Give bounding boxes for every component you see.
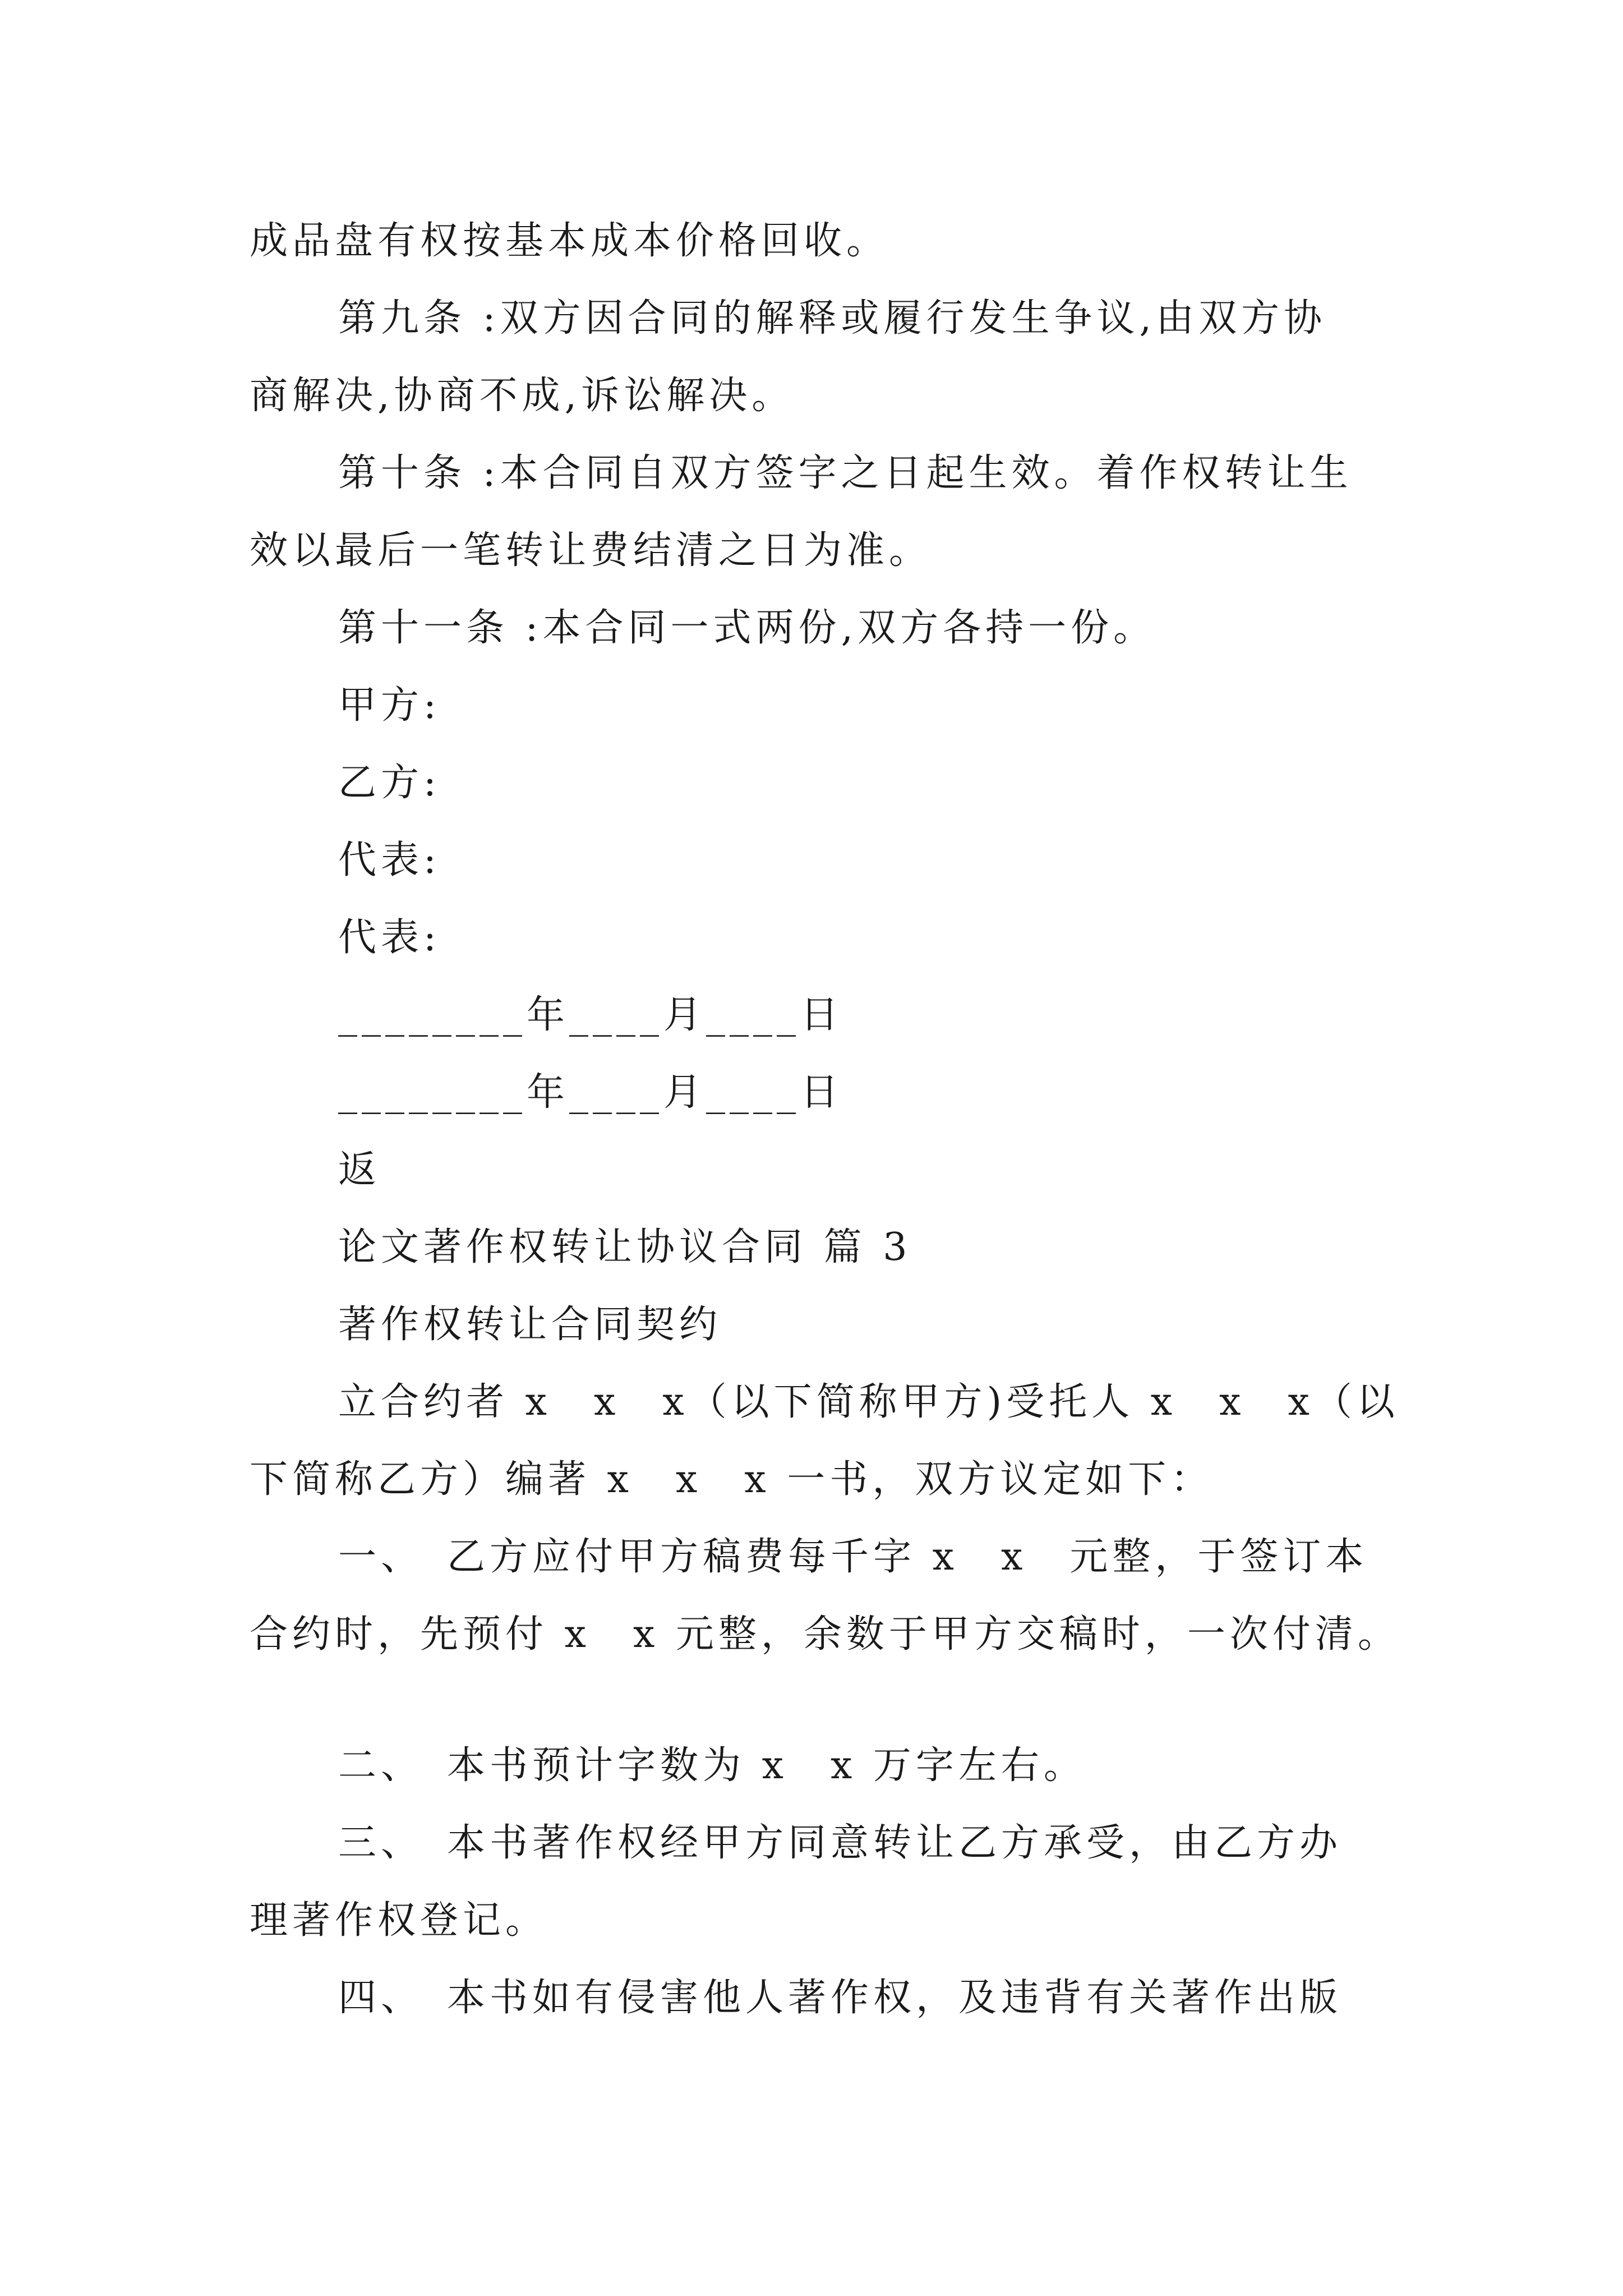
text-line: 商解决,协商不成,诉讼解决。	[250, 374, 795, 418]
text-line: 甲方:	[338, 683, 441, 728]
text-line: 成品盘有权按基本成本价格回收。	[250, 219, 889, 263]
date-line: ________年____月____日	[338, 993, 843, 1037]
text-line: 返	[338, 1148, 381, 1192]
text-line: 一、 乙方应付甲方稿费每千字 x x 元整，于签订本	[338, 1535, 1368, 1579]
text-line: 第九条 :双方因合同的解释或履行发生争议,由双方协	[338, 296, 1327, 341]
text-line: 理著作权登记。	[250, 1898, 548, 1943]
contract-title: 著作权转让合同契约	[338, 1303, 722, 1347]
text-line: 代表:	[338, 915, 441, 960]
text-line: 代表:	[338, 838, 441, 882]
text-line: 乙方:	[338, 761, 441, 805]
text-line: 二、 本书预计字数为 x x 万字左右。	[338, 1743, 1086, 1788]
text-line: 第十一条 :本合同一式两份,双方各持一份。	[338, 606, 1156, 650]
text-line: 下简称乙方）编著 x x x 一书，双方议定如下：	[250, 1457, 1214, 1502]
text-line: 立合约者 x x x（以下简称甲方)受托人 x x x（以	[338, 1380, 1399, 1424]
text-line: 合约时，先预付 x x 元整，余数于甲方交稿时，一次付清。	[250, 1612, 1400, 1657]
text-line: 三、 本书著作权经甲方同意转让乙方承受，由乙方办	[338, 1821, 1343, 1865]
text-line: 效以最后一笔转让费结清之日为准。	[250, 528, 932, 573]
text-line: 四、 本书如有侵害他人著作权，及违背有关著作出版	[338, 1976, 1343, 2020]
section-heading: 论文著作权转让协议合同 篇 3	[338, 1225, 912, 1269]
text-line: 第十条 :本合同自双方签字之日起生效。着作权转让生	[338, 451, 1353, 495]
date-line: ________年____月____日	[338, 1070, 843, 1115]
